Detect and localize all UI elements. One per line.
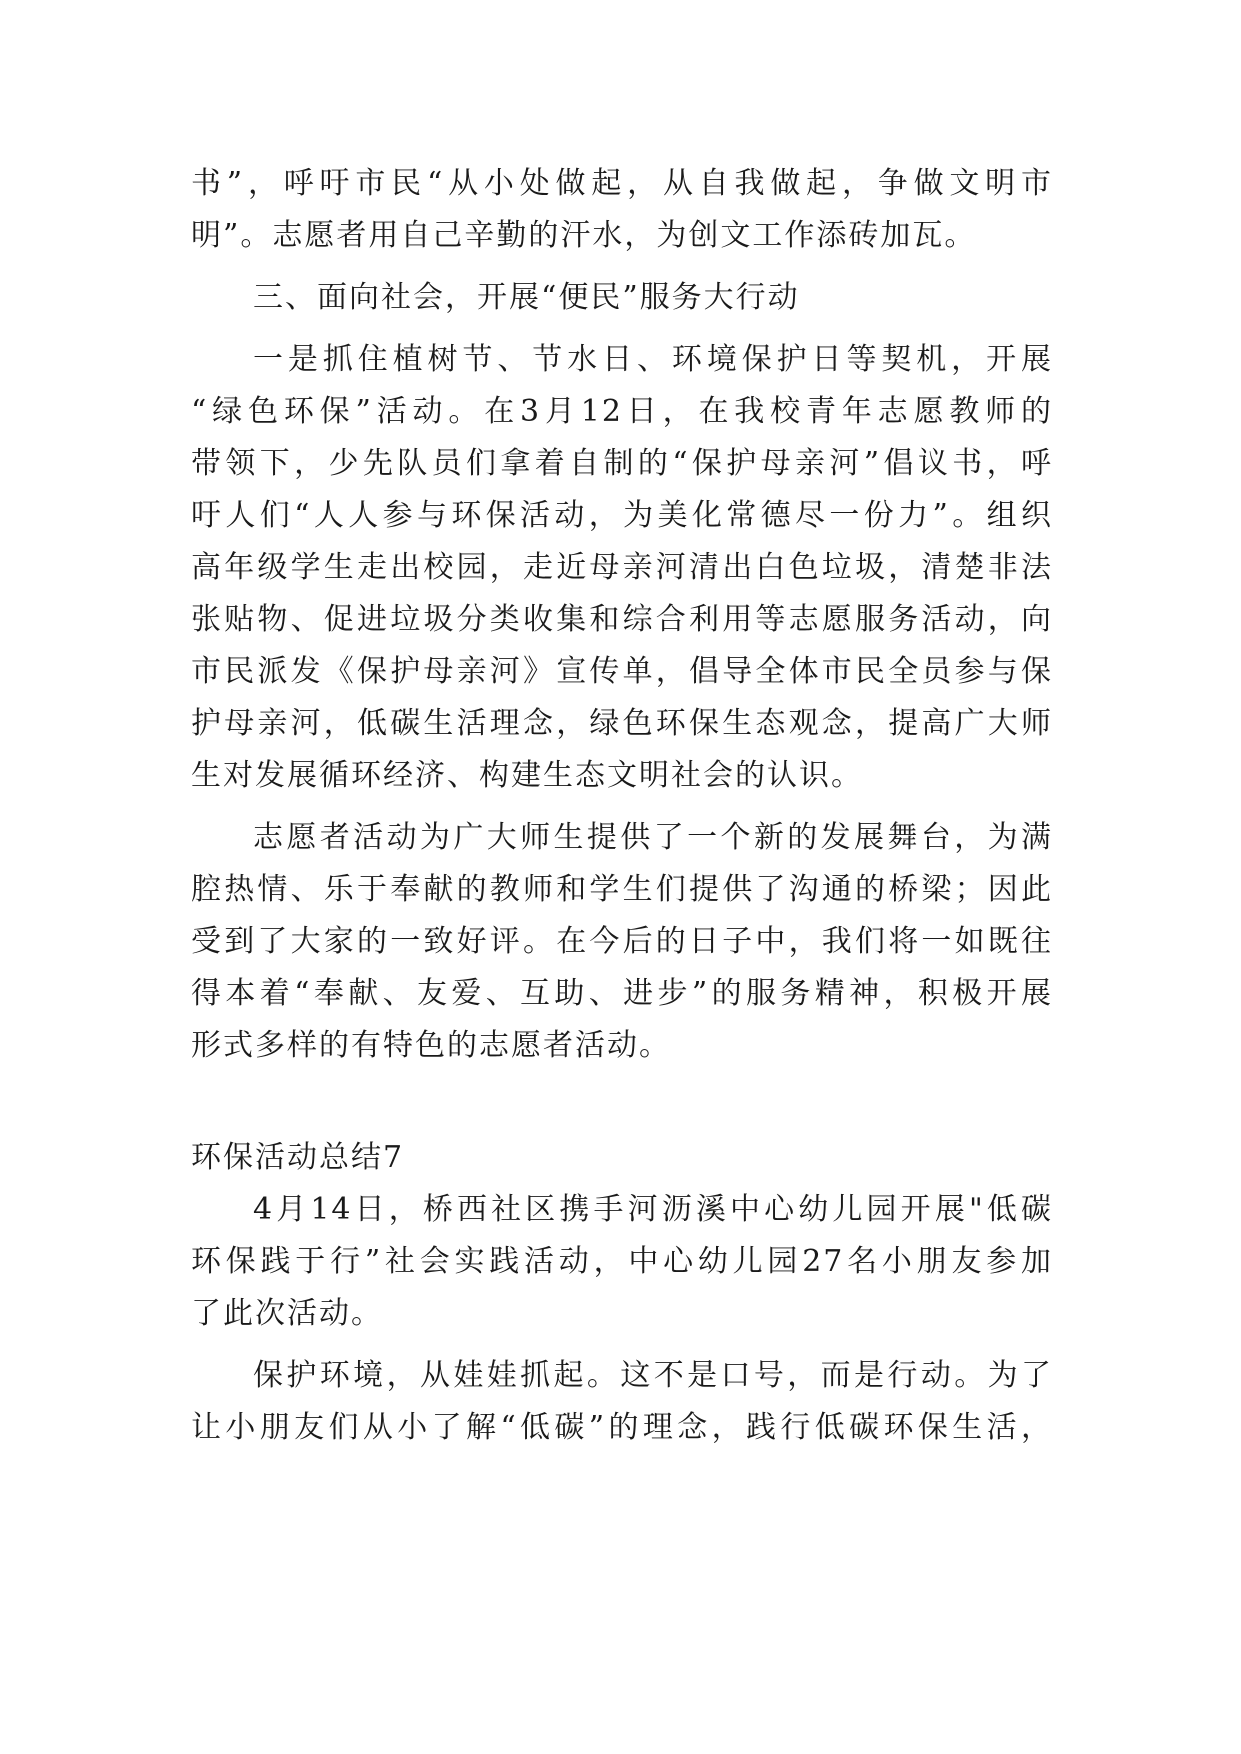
text-line: 张贴物、促进垃圾分类收集和综合利用等志愿服务活动，向: [191, 602, 1053, 637]
text-line: 形式多样的有特色的志愿者活动。: [191, 1028, 671, 1063]
text-line: 让小朋友们从小了解“低碳”的理念，践行低碳环保生活，: [191, 1410, 1053, 1445]
paragraph: [191, 334, 1053, 802]
paragraph: [191, 812, 1053, 1072]
text-line: 腔热情、乐于奉献的教师和学生们提供了沟通的桥梁；因此: [191, 872, 1053, 907]
text-line: 志愿者活动为广大师生提供了一个新的发展舞台，为满: [253, 820, 1053, 855]
text-line: 环保活动总结7: [191, 1140, 405, 1175]
text-line: 市民派发《保护母亲河》宣传单，倡导全体市民全员参与保: [191, 654, 1053, 689]
text-line: “绿色环保”活动。在3月12日，在我校青年志愿教师的: [191, 394, 1053, 429]
text-line: 保护环境，从娃娃抓起。这不是口号，而是行动。为了: [253, 1358, 1053, 1393]
text-line: 受到了大家的一致好评。在今后的日子中，我们将一如既往: [191, 924, 1053, 959]
text-line: 书”，呼吁市民“从小处做起，从自我做起，争做文明市: [191, 166, 1053, 201]
text-line: 4月14日，桥西社区携手河沥溪中心幼儿园开展"低碳: [253, 1192, 1053, 1227]
text-line: 三、面向社会，开展“便民”服务大行动: [253, 280, 800, 315]
paragraph: [191, 1350, 1053, 1454]
paragraph: [191, 1184, 1053, 1340]
text-line: 一是抓住植树节、节水日、环境保护日等契机，开展: [253, 342, 1053, 377]
text-line: 环保践于行”社会实践活动，中心幼儿园27名小朋友参加: [191, 1244, 1053, 1279]
text-line: 明”。志愿者用自己辛勤的汗水，为创文工作添砖加瓦。: [191, 218, 977, 253]
text-line: 护母亲河，低碳生活理念，绿色环保生态观念，提高广大师: [191, 706, 1053, 741]
text-line: 生对发展循环经济、构建生态文明社会的认识。: [191, 758, 863, 793]
section-title: [191, 1132, 1053, 1184]
text-line: 得本着“奉献、友爱、互助、进步”的服务精神，积极开展: [191, 976, 1053, 1011]
paragraph: [191, 158, 1053, 262]
text-line: 高年级学生走出校园，走近母亲河清出白色垃圾，清楚非法: [191, 550, 1053, 585]
text-line: 了此次活动。: [191, 1296, 383, 1331]
text-line: 吁人们“人人参与环保活动，为美化常德尽一份力”。组织: [191, 498, 1053, 533]
document-body: [191, 158, 1053, 1454]
section-heading: [191, 272, 1053, 324]
text-line: 带领下，少先队员们拿着自制的“保护母亲河”倡议书，呼: [191, 446, 1053, 481]
